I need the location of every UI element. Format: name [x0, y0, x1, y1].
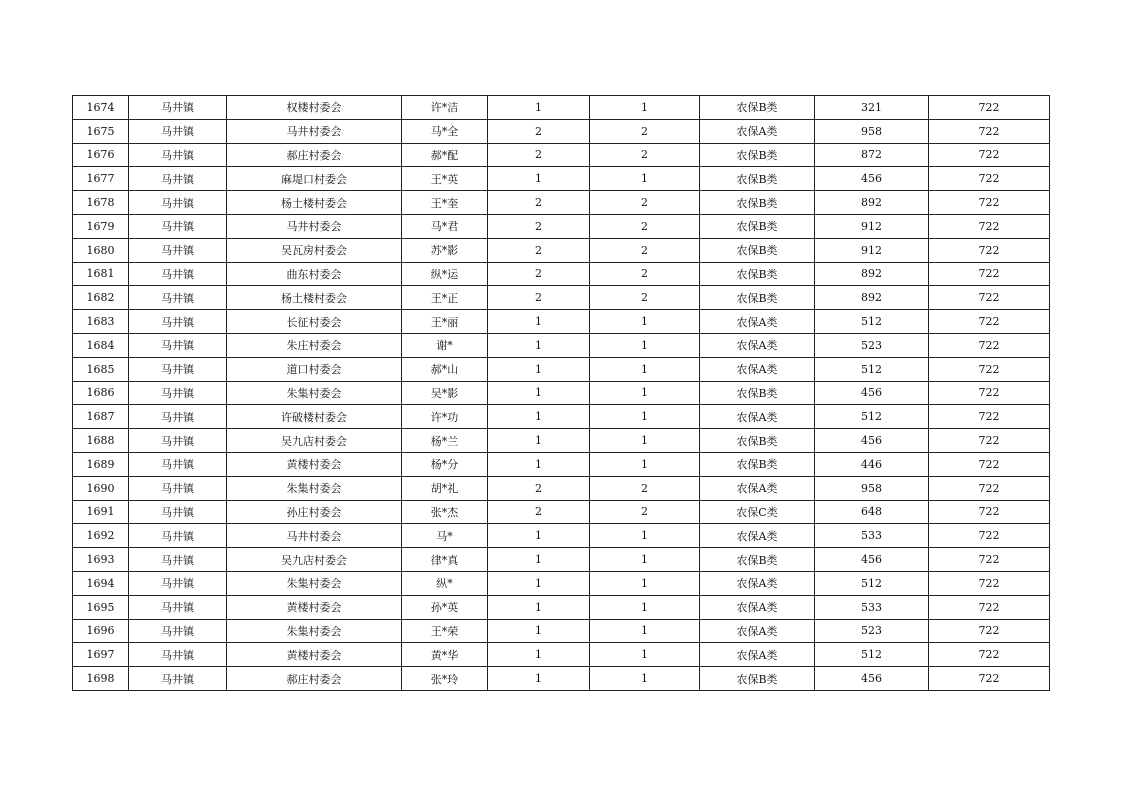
table-row — [73, 643, 1050, 667]
household-count-cell: 1 — [488, 452, 590, 476]
village-committee-cell: 马井村委会 — [227, 214, 402, 238]
row-number-cell: 1689 — [73, 452, 129, 476]
row-number-cell: 1674 — [73, 96, 129, 120]
town-cell: 马井镇 — [129, 286, 227, 310]
table-row — [73, 96, 1050, 120]
person-count-cell: 1 — [590, 381, 700, 405]
town-cell: 马井镇 — [129, 238, 227, 262]
village-committee-cell: 朱集村委会 — [227, 571, 402, 595]
table-row — [73, 214, 1050, 238]
town-cell: 马井镇 — [129, 571, 227, 595]
table-row — [73, 119, 1050, 143]
standard-cell: 722 — [929, 429, 1050, 453]
person-count-cell: 2 — [590, 500, 700, 524]
category-cell: 农保B类 — [700, 548, 815, 572]
standard-cell: 722 — [929, 191, 1050, 215]
table-row — [73, 548, 1050, 572]
standard-cell: 722 — [929, 310, 1050, 334]
village-committee-cell: 曲东村委会 — [227, 262, 402, 286]
table-row — [73, 310, 1050, 334]
standard-cell: 722 — [929, 119, 1050, 143]
person-count-cell: 1 — [590, 667, 700, 691]
town-cell: 马井镇 — [129, 476, 227, 500]
table-row — [73, 524, 1050, 548]
village-committee-cell: 长征村委会 — [227, 310, 402, 334]
standard-cell: 722 — [929, 476, 1050, 500]
town-cell: 马井镇 — [129, 357, 227, 381]
household-count-cell: 2 — [488, 191, 590, 215]
person-count-cell: 2 — [590, 262, 700, 286]
standard-cell: 722 — [929, 500, 1050, 524]
name-cell: 马*全 — [402, 119, 488, 143]
household-count-cell: 2 — [488, 476, 590, 500]
row-number-cell: 1692 — [73, 524, 129, 548]
row-number-cell: 1682 — [73, 286, 129, 310]
category-cell: 农保B类 — [700, 214, 815, 238]
village-committee-cell: 权楼村委会 — [227, 96, 402, 120]
table-row — [73, 381, 1050, 405]
town-cell: 马井镇 — [129, 381, 227, 405]
amount-cell: 872 — [815, 143, 929, 167]
person-count-cell: 2 — [590, 143, 700, 167]
person-count-cell: 1 — [590, 595, 700, 619]
table-row — [73, 405, 1050, 429]
table-row — [73, 667, 1050, 691]
name-cell: 律*真 — [402, 548, 488, 572]
standard-cell: 722 — [929, 619, 1050, 643]
standard-cell: 722 — [929, 524, 1050, 548]
category-cell: 农保A类 — [700, 119, 815, 143]
name-cell: 马* — [402, 524, 488, 548]
amount-cell: 523 — [815, 619, 929, 643]
standard-cell: 722 — [929, 405, 1050, 429]
standard-cell: 722 — [929, 143, 1050, 167]
town-cell: 马井镇 — [129, 595, 227, 619]
row-number-cell: 1691 — [73, 500, 129, 524]
village-committee-cell: 朱集村委会 — [227, 619, 402, 643]
household-count-cell: 2 — [488, 214, 590, 238]
name-cell: 杨*兰 — [402, 429, 488, 453]
table-row — [73, 571, 1050, 595]
person-count-cell: 2 — [590, 119, 700, 143]
row-number-cell: 1679 — [73, 214, 129, 238]
table-row — [73, 238, 1050, 262]
town-cell: 马井镇 — [129, 643, 227, 667]
table-row — [73, 476, 1050, 500]
row-number-cell: 1696 — [73, 619, 129, 643]
amount-cell: 512 — [815, 357, 929, 381]
name-cell: 王*正 — [402, 286, 488, 310]
household-count-cell: 1 — [488, 405, 590, 429]
table-row — [73, 191, 1050, 215]
row-number-cell: 1675 — [73, 119, 129, 143]
household-count-cell: 1 — [488, 381, 590, 405]
name-cell: 王*荣 — [402, 619, 488, 643]
village-committee-cell: 黄楼村委会 — [227, 643, 402, 667]
category-cell: 农保A类 — [700, 405, 815, 429]
row-number-cell: 1694 — [73, 571, 129, 595]
household-count-cell: 2 — [488, 262, 590, 286]
amount-cell: 446 — [815, 452, 929, 476]
table-row — [73, 452, 1050, 476]
table-row — [73, 500, 1050, 524]
table-body — [73, 96, 1050, 691]
amount-cell: 892 — [815, 191, 929, 215]
row-number-cell: 1690 — [73, 476, 129, 500]
village-committee-cell: 吴九店村委会 — [227, 548, 402, 572]
category-cell: 农保B类 — [700, 286, 815, 310]
table-row — [73, 333, 1050, 357]
amount-cell: 533 — [815, 595, 929, 619]
village-committee-cell: 杨土楼村委会 — [227, 286, 402, 310]
town-cell: 马井镇 — [129, 333, 227, 357]
amount-cell: 456 — [815, 167, 929, 191]
person-count-cell: 1 — [590, 405, 700, 429]
row-number-cell: 1683 — [73, 310, 129, 334]
category-cell: 农保A类 — [700, 595, 815, 619]
standard-cell: 722 — [929, 595, 1050, 619]
standard-cell: 722 — [929, 96, 1050, 120]
town-cell: 马井镇 — [129, 619, 227, 643]
category-cell: 农保B类 — [700, 143, 815, 167]
town-cell: 马井镇 — [129, 214, 227, 238]
village-committee-cell: 朱庄村委会 — [227, 333, 402, 357]
village-committee-cell: 许破楼村委会 — [227, 405, 402, 429]
person-count-cell: 1 — [590, 548, 700, 572]
row-number-cell: 1698 — [73, 667, 129, 691]
person-count-cell: 1 — [590, 524, 700, 548]
category-cell: 农保B类 — [700, 191, 815, 215]
name-cell: 郝*配 — [402, 143, 488, 167]
person-count-cell: 1 — [590, 310, 700, 334]
town-cell: 马井镇 — [129, 452, 227, 476]
category-cell: 农保B类 — [700, 381, 815, 405]
household-count-cell: 1 — [488, 429, 590, 453]
household-count-cell: 1 — [488, 643, 590, 667]
name-cell: 许*洁 — [402, 96, 488, 120]
person-count-cell: 2 — [590, 476, 700, 500]
person-count-cell: 2 — [590, 238, 700, 262]
row-number-cell: 1697 — [73, 643, 129, 667]
name-cell: 张*杰 — [402, 500, 488, 524]
town-cell: 马井镇 — [129, 143, 227, 167]
person-count-cell: 1 — [590, 333, 700, 357]
name-cell: 张*玲 — [402, 667, 488, 691]
name-cell: 杨*分 — [402, 452, 488, 476]
person-count-cell: 1 — [590, 619, 700, 643]
town-cell: 马井镇 — [129, 405, 227, 429]
town-cell: 马井镇 — [129, 167, 227, 191]
village-committee-cell: 麻堤口村委会 — [227, 167, 402, 191]
amount-cell: 456 — [815, 381, 929, 405]
household-count-cell: 2 — [488, 119, 590, 143]
category-cell: 农保A类 — [700, 643, 815, 667]
standard-cell: 722 — [929, 238, 1050, 262]
amount-cell: 523 — [815, 333, 929, 357]
name-cell: 胡*礼 — [402, 476, 488, 500]
standard-cell: 722 — [929, 286, 1050, 310]
name-cell: 苏*影 — [402, 238, 488, 262]
village-committee-cell: 孙庄村委会 — [227, 500, 402, 524]
table-row — [73, 143, 1050, 167]
row-number-cell: 1693 — [73, 548, 129, 572]
household-count-cell: 2 — [488, 143, 590, 167]
person-count-cell: 1 — [590, 452, 700, 476]
town-cell: 马井镇 — [129, 524, 227, 548]
village-committee-cell: 道口村委会 — [227, 357, 402, 381]
table-row — [73, 429, 1050, 453]
row-number-cell: 1686 — [73, 381, 129, 405]
household-count-cell: 2 — [488, 286, 590, 310]
row-number-cell: 1695 — [73, 595, 129, 619]
household-count-cell: 2 — [488, 500, 590, 524]
table-row — [73, 595, 1050, 619]
amount-cell: 958 — [815, 119, 929, 143]
town-cell: 马井镇 — [129, 191, 227, 215]
person-count-cell: 1 — [590, 357, 700, 381]
row-number-cell: 1677 — [73, 167, 129, 191]
household-count-cell: 1 — [488, 96, 590, 120]
name-cell: 孙*英 — [402, 595, 488, 619]
row-number-cell: 1687 — [73, 405, 129, 429]
amount-cell: 456 — [815, 548, 929, 572]
data-table — [72, 95, 1050, 691]
row-number-cell: 1688 — [73, 429, 129, 453]
row-number-cell: 1685 — [73, 357, 129, 381]
village-committee-cell: 朱集村委会 — [227, 381, 402, 405]
town-cell: 马井镇 — [129, 310, 227, 334]
table-row — [73, 167, 1050, 191]
row-number-cell: 1681 — [73, 262, 129, 286]
category-cell: 农保B类 — [700, 667, 815, 691]
category-cell: 农保A类 — [700, 619, 815, 643]
table-row — [73, 619, 1050, 643]
standard-cell: 722 — [929, 214, 1050, 238]
row-number-cell: 1684 — [73, 333, 129, 357]
name-cell: 纵* — [402, 571, 488, 595]
village-committee-cell: 吴九店村委会 — [227, 429, 402, 453]
standard-cell: 722 — [929, 571, 1050, 595]
row-number-cell: 1678 — [73, 191, 129, 215]
household-count-cell: 1 — [488, 333, 590, 357]
name-cell: 吴*影 — [402, 381, 488, 405]
name-cell: 王*奎 — [402, 191, 488, 215]
town-cell: 马井镇 — [129, 667, 227, 691]
person-count-cell: 1 — [590, 96, 700, 120]
amount-cell: 512 — [815, 405, 929, 429]
village-committee-cell: 吴瓦房村委会 — [227, 238, 402, 262]
category-cell: 农保A类 — [700, 571, 815, 595]
category-cell: 农保B类 — [700, 429, 815, 453]
town-cell: 马井镇 — [129, 500, 227, 524]
amount-cell: 958 — [815, 476, 929, 500]
household-count-cell: 1 — [488, 548, 590, 572]
amount-cell: 912 — [815, 214, 929, 238]
standard-cell: 722 — [929, 452, 1050, 476]
household-count-cell: 1 — [488, 357, 590, 381]
town-cell: 马井镇 — [129, 119, 227, 143]
standard-cell: 722 — [929, 357, 1050, 381]
category-cell: 农保A类 — [700, 357, 815, 381]
person-count-cell: 1 — [590, 167, 700, 191]
person-count-cell: 1 — [590, 571, 700, 595]
standard-cell: 722 — [929, 333, 1050, 357]
town-cell: 马井镇 — [129, 262, 227, 286]
category-cell: 农保B类 — [700, 96, 815, 120]
town-cell: 马井镇 — [129, 96, 227, 120]
standard-cell: 722 — [929, 548, 1050, 572]
row-number-cell: 1680 — [73, 238, 129, 262]
amount-cell: 648 — [815, 500, 929, 524]
name-cell: 马*君 — [402, 214, 488, 238]
person-count-cell: 2 — [590, 191, 700, 215]
amount-cell: 456 — [815, 667, 929, 691]
village-committee-cell: 黄楼村委会 — [227, 452, 402, 476]
person-count-cell: 1 — [590, 429, 700, 453]
name-cell: 谢* — [402, 333, 488, 357]
household-count-cell: 1 — [488, 310, 590, 334]
village-committee-cell: 马井村委会 — [227, 119, 402, 143]
village-committee-cell: 朱集村委会 — [227, 476, 402, 500]
person-count-cell: 2 — [590, 214, 700, 238]
category-cell: 农保A类 — [700, 310, 815, 334]
amount-cell: 512 — [815, 310, 929, 334]
town-cell: 马井镇 — [129, 548, 227, 572]
category-cell: 农保A类 — [700, 524, 815, 548]
household-count-cell: 1 — [488, 667, 590, 691]
amount-cell: 321 — [815, 96, 929, 120]
category-cell: 农保B类 — [700, 238, 815, 262]
village-committee-cell: 马井村委会 — [227, 524, 402, 548]
standard-cell: 722 — [929, 667, 1050, 691]
amount-cell: 912 — [815, 238, 929, 262]
category-cell: 农保A类 — [700, 476, 815, 500]
category-cell: 农保C类 — [700, 500, 815, 524]
table-row — [73, 357, 1050, 381]
table-row — [73, 286, 1050, 310]
village-committee-cell: 郝庄村委会 — [227, 667, 402, 691]
amount-cell: 512 — [815, 643, 929, 667]
amount-cell: 892 — [815, 286, 929, 310]
standard-cell: 722 — [929, 381, 1050, 405]
name-cell: 王*英 — [402, 167, 488, 191]
household-count-cell: 2 — [488, 238, 590, 262]
household-count-cell: 1 — [488, 524, 590, 548]
amount-cell: 456 — [815, 429, 929, 453]
category-cell: 农保B类 — [700, 262, 815, 286]
name-cell: 黄*华 — [402, 643, 488, 667]
category-cell: 农保A类 — [700, 333, 815, 357]
household-count-cell: 1 — [488, 167, 590, 191]
village-committee-cell: 黄楼村委会 — [227, 595, 402, 619]
household-count-cell: 1 — [488, 595, 590, 619]
village-committee-cell: 郝庄村委会 — [227, 143, 402, 167]
standard-cell: 722 — [929, 262, 1050, 286]
standard-cell: 722 — [929, 643, 1050, 667]
household-count-cell: 1 — [488, 619, 590, 643]
category-cell: 农保B类 — [700, 167, 815, 191]
person-count-cell: 1 — [590, 643, 700, 667]
name-cell: 王*丽 — [402, 310, 488, 334]
row-number-cell: 1676 — [73, 143, 129, 167]
name-cell: 许*功 — [402, 405, 488, 429]
household-count-cell: 1 — [488, 571, 590, 595]
table-row — [73, 262, 1050, 286]
name-cell: 郝*山 — [402, 357, 488, 381]
village-committee-cell: 杨土楼村委会 — [227, 191, 402, 215]
amount-cell: 512 — [815, 571, 929, 595]
person-count-cell: 2 — [590, 286, 700, 310]
name-cell: 纵*运 — [402, 262, 488, 286]
category-cell: 农保B类 — [700, 452, 815, 476]
amount-cell: 533 — [815, 524, 929, 548]
standard-cell: 722 — [929, 167, 1050, 191]
town-cell: 马井镇 — [129, 429, 227, 453]
amount-cell: 892 — [815, 262, 929, 286]
